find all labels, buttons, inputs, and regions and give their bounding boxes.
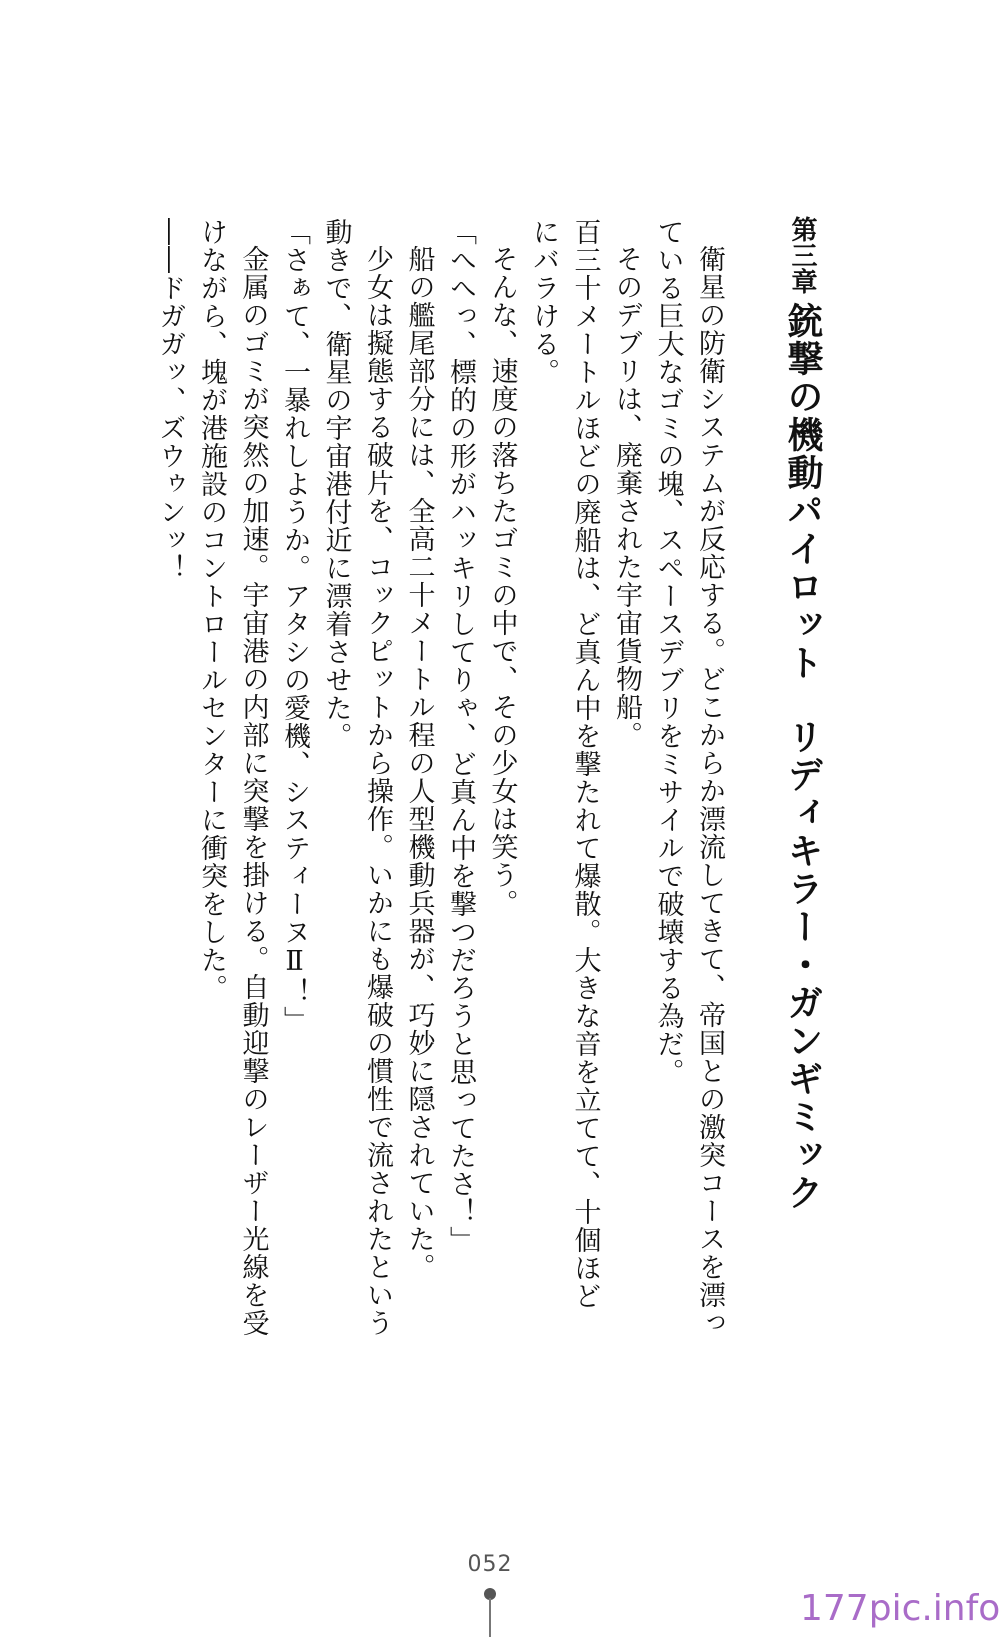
page-number: 052 [467, 1552, 513, 1577]
text-line: 船の艦尾部分には、全高二十メートル程の人型機動兵器が、巧妙に隠されていた。 [403, 245, 435, 1281]
text-line: ている巨大なゴミの塊、スペースデブリをミサイルで破壊する為だ。 [652, 218, 684, 1086]
chapter-label: 第三章 [787, 216, 817, 294]
text-line: そのデブリは、廃棄された宇宙貨物船。 [611, 245, 642, 749]
body-text [149, 218, 730, 1338]
text-line: そんな、速度の落ちたゴミの中で、その少女は笑う。 [486, 245, 518, 917]
watermark: 177pic.info [800, 1588, 1000, 1629]
chapter-title [780, 302, 824, 1212]
sound-effect-line: ――ドガガッ、ズウゥンッ！ [154, 218, 186, 582]
text-line: 動きで、衛星の宇宙港付近に漂着させた。 [320, 218, 352, 750]
text-line: 衛星の防衛システムが反応する。どこからか漂流してきて、帝国との激突コースを漂っ [694, 245, 725, 1337]
text-line: けながら、塊が港施設のコントロールセンターに衝突をした。 [196, 218, 227, 1002]
chapter-title-part1: 銃撃の機動パイロット [782, 302, 823, 682]
chapter-title-part2: リディキラー・ガンギミック [782, 718, 823, 1212]
text-line: 百三十メートルほどの廃船は、ど真ん中を撃たれて爆散。大きな音を立てて、十個ほど [569, 218, 601, 1310]
text-line: 少女は擬態する破片を、コックピットから操作。いかにも爆破の慣性で流されたという [362, 245, 393, 1337]
page-marker-stem [489, 1598, 491, 1637]
text-line: にバラける。 [528, 218, 559, 386]
dialogue-line: 「へへっ、標的の形がハッキリしてりゃ、ど真ん中を撃つだろうと思ってたさ！」 [445, 218, 476, 1254]
dialogue-line: 「さぁて、一暴れしようか。アタシの愛機、システィーヌⅡ！」 [279, 218, 310, 1034]
text-line: 金属のゴミが突然の加速。宇宙港の内部に突撃を掛ける。自動迎撃のレーザー光線を受 [237, 245, 269, 1337]
